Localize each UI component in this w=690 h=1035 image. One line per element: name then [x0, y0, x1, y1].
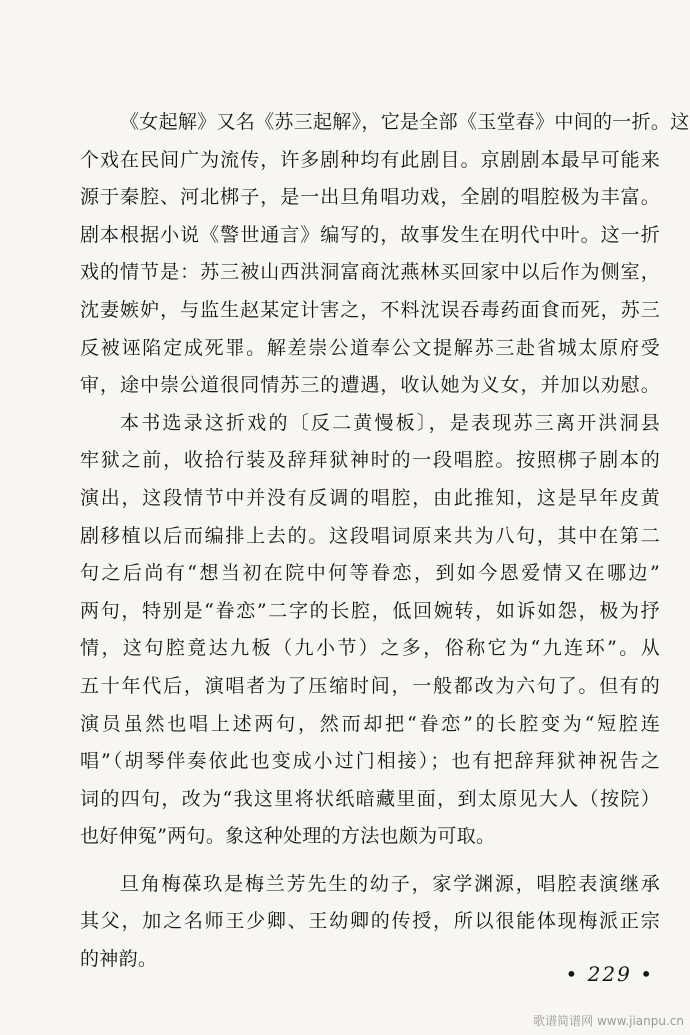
- text-line: 戏的情节是：苏三被山西洪洞富商沈燕林买回家中以后作为侧室，: [80, 261, 660, 284]
- text-line: 五十年代后，演唱者为了压缩时间，一般都改为六句了。但有的: [80, 674, 660, 697]
- text-line: 反被诬陷定成死罪。解差崇公道奉公文提解苏三赴省城太原府受: [80, 336, 660, 359]
- text-line: 句之后尚有“想当初在院中何等眷恋，到如今恩爱情又在哪边”: [80, 562, 660, 585]
- text-line: 词的四句，改为“我这里将状纸暗藏里面，到太原见大人（按院）: [80, 787, 660, 810]
- text-line: 也好伸冤”两句。象这种处理的方法也颇为可取。: [80, 825, 496, 848]
- paragraph-gap: [80, 856, 660, 866]
- text-line: 源于秦腔、河北梆子，是一出旦角唱功戏，全剧的唱腔极为丰富。: [80, 186, 660, 209]
- text-line: 沈妻嫉妒，与监生赵某定计害之，不料沈误吞毒药面食而死，苏三: [80, 298, 660, 321]
- text-line: 《女起解》又名《苏三起解》，它是全部《玉堂春》中间的一折。这: [120, 111, 690, 133]
- paragraph-2: [80, 405, 660, 856]
- paragraph-1: [80, 104, 690, 405]
- text-line: 牢狱之前，收拾行装及辞拜狱神时的一段唱腔。按照梆子剧本的: [80, 449, 660, 472]
- text-line: 演出，这段情节中并没有反调的唱腔，由此推知，这是早年皮黄: [80, 486, 660, 509]
- text-line: 旦角梅葆玖是梅兰芳先生的幼子，家学渊源，唱腔表演继承: [120, 872, 660, 895]
- text-line: 剧本根据小说《警世通言》编写的，故事发生在明代中叶。这一折: [80, 223, 660, 246]
- text-line: 其父，加之名师王少卿、王幼卿的传授，所以很能体现梅派正宗: [80, 910, 660, 933]
- text-line: 的神韵。: [80, 948, 158, 971]
- text-line: 本书选录这折戏的〔反二黄慢板〕，是表现苏三离开洪洞县: [120, 411, 660, 434]
- text-line: 演员虽然也唱上述两句，然而却把“眷恋”的长腔变为“短腔连: [80, 712, 660, 735]
- text-line: 剧移植以后而编排上去的。这段唱词原来共为八句，其中在第二: [80, 524, 660, 547]
- page-number: • 229 •: [565, 962, 654, 986]
- text-line: 情，这句腔竟达九板（九小节）之多，俗称它为“九连环”。从: [80, 637, 660, 660]
- text-line: 两句，特别是“眷恋”二字的长腔，低回婉转，如诉如怨，极为抒: [80, 599, 660, 622]
- site-watermark: 歌谱简谱网 www.jianpu.cn: [533, 1014, 684, 1028]
- text-line: 唱”（胡琴伴奏依此也变成小过门相接）；也有把辞拜狱神祝告之: [80, 750, 660, 773]
- text-line: 个戏在民间广为流传，许多剧种均有此剧目。京剧剧本最早可能来: [80, 148, 660, 171]
- body-text: [80, 104, 690, 979]
- text-line: 审，途中崇公道很同情苏三的遭遇，收认她为义女，并加以劝慰。: [80, 374, 660, 397]
